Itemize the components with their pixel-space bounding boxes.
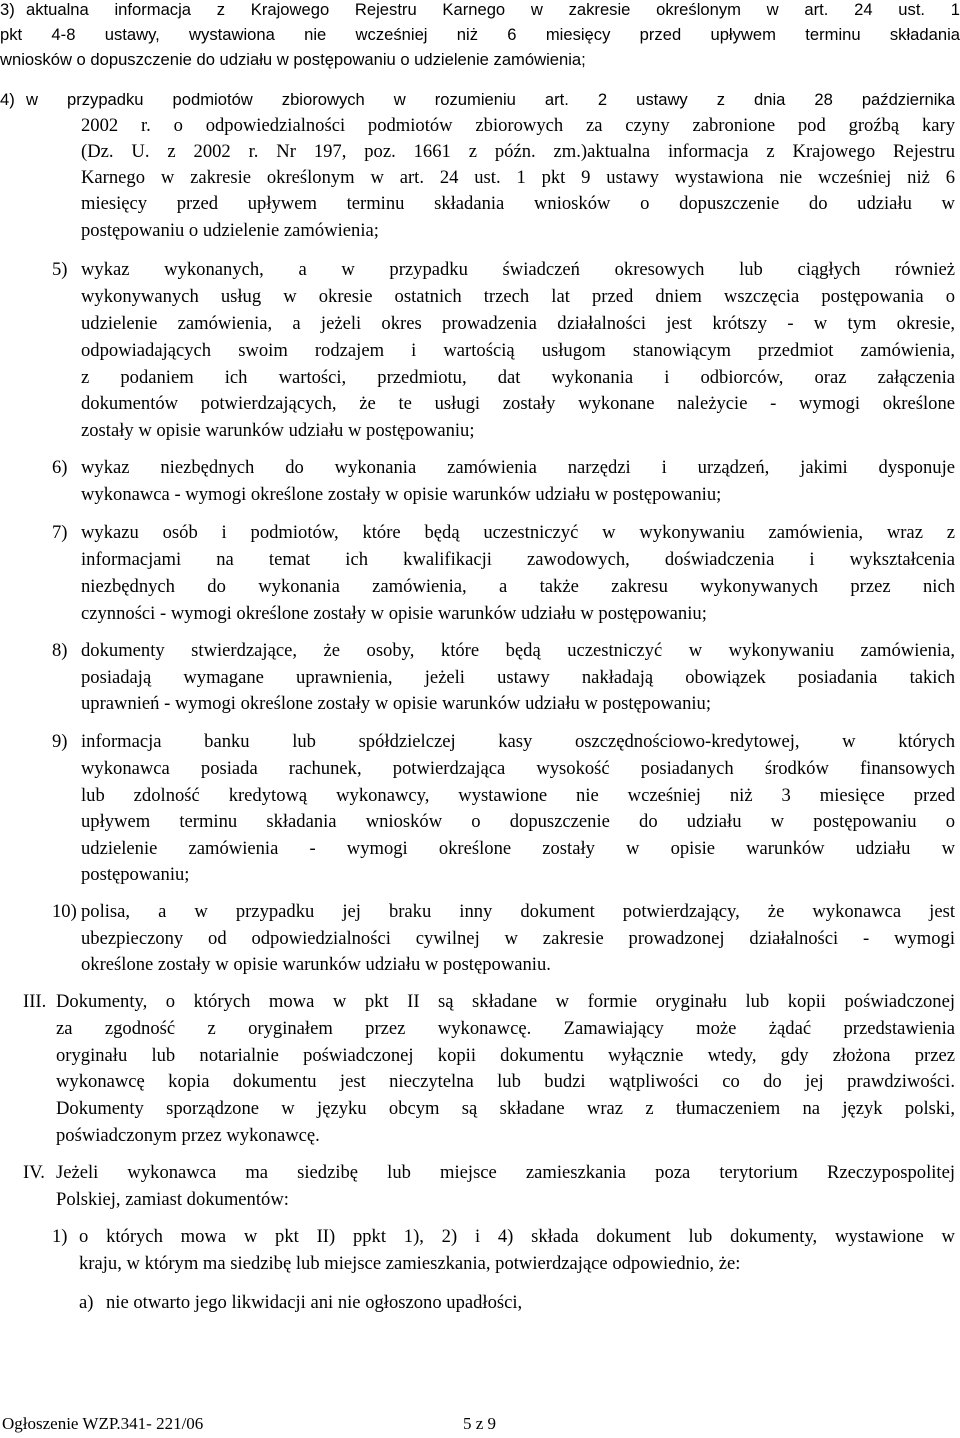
item-text-line: wykonawca posiada rachunek, potwierdzająca wysokość posiadanych środków finansowych [81, 758, 955, 779]
item-text-line: niezbędnych do wykonania zamówienia, a także zakresu wykonywanych przez nich [81, 576, 955, 597]
section-text-line: wykonawcę kopia dokumentu jest nieczytelna lub budzi wątpliwości co do jej prawdziwości. [56, 1071, 955, 1092]
item-text-line: pkt 4-8 ustawy, wystawiona nie wcześniej niż 6 miesięcy przed upływem terminu składania [0, 25, 960, 44]
section-number: III. [23, 991, 47, 1012]
sub-sub-item-text: nie otwarto jego likwidacji ani nie ogłoszono upadłości, [106, 1292, 523, 1313]
item-number: 10) [52, 901, 77, 922]
item-text-line: wniosków o dopuszczenie do udziału w postępowaniu o udzielenie zamówienia; [0, 50, 586, 69]
item-text-line: (Dz. U. z 2002 r. Nr 197, poz. 1661 z późn. zm.)aktualna informacja z Krajowego Rejestru [81, 141, 955, 162]
item-number: 7) [52, 522, 68, 543]
item-text-line: aktualna informacja z Krajowego Rejestru Karnego w zakresie określonym w art. 24 ust. 1 [26, 0, 960, 19]
section-text-line: Polskiej, zamiast dokumentów: [56, 1189, 289, 1210]
sub-sub-item-number: a) [79, 1292, 94, 1313]
item-text-line: czynności - wymogi określone zostały w opisie warunków udziału w postępowaniu; [81, 603, 707, 624]
item-text-line: udzielenie zamówienia - wymogi określone zostały w opisie warunków udziału w [81, 838, 955, 859]
item-number: 4) [0, 90, 15, 109]
sub-item-text-line: o których mowa w pkt II) ppkt 1), 2) i 4) składa dokument lub dokumenty, wystawione w [79, 1226, 955, 1247]
item-number: 9) [52, 731, 68, 752]
item-text-line: postępowaniu; [81, 864, 190, 885]
item-text-line: wykaz niezbędnych do wykonania zamówienia narzędzi i urządzeń, jakimi dysponuje [81, 457, 955, 478]
section-number: IV. [23, 1162, 45, 1183]
item-text-line: miesięcy przed upływem terminu składania wniosków o dopuszczenie do udziału w [81, 193, 955, 214]
item-text-line: w przypadku podmiotów zbiorowych w rozumieniu art. 2 ustawy z dnia 28 października [26, 90, 955, 109]
item-text-line: udzielenie zamówienia, a jeżeli okres prowadzenia działalności jest krótszy - w tym okresie, [81, 313, 955, 334]
item-number: 6) [52, 457, 68, 478]
footer-document-reference: Ogłoszenie WZP.341- 221/06 [2, 1414, 204, 1433]
sub-item-number: 1) [52, 1226, 68, 1247]
item-text-line: ubezpieczony od odpowiedzialności cywilnej w zakresie prowadzonej działalności - wymogi [81, 928, 955, 949]
item-text-line: wykonywanych usług w okresie ostatnich trzech lat przed dniem wszczęcia postępowania o [81, 286, 955, 307]
section-text-line: Dokumenty, o których mowa w pkt II są składane w formie oryginału lub kopii poświadczonej [56, 991, 955, 1012]
item-number: 8) [52, 640, 68, 661]
item-text-line: lub zdolność kredytową wykonawcy, wystawione nie wcześniej niż 3 miesięce przed [81, 785, 955, 806]
footer-page-number: 5 z 9 [463, 1414, 497, 1433]
section-text-line: Dokumenty sporządzone w języku obcym są składane wraz z tłumaczeniem na język polski, [56, 1098, 955, 1119]
section-text-line: poświadczonym przez wykonawcę. [56, 1125, 320, 1146]
section-text-line: za zgodność z oryginałem przez wykonawcę. Zamawiający może żądać przedstawienia [56, 1018, 955, 1039]
item-text-line: informacja banku lub spółdzielczej kasy oszczędnościowo-kredytowej, w których [81, 731, 955, 752]
item-text-line: wykazu osób i podmiotów, które będą uczestniczyć w wykonywaniu zamówienia, wraz z [81, 522, 955, 543]
section-text-line: Jeżeli wykonawca ma siedzibę lub miejsce zamieszkania poza terytorium Rzeczypospolitej [56, 1162, 955, 1183]
item-text-line: upływem terminu składania wniosków o dopuszczenie do udziału w postępowaniu o [81, 811, 955, 832]
item-number: 5) [52, 259, 68, 280]
item-text-line: polisa, a w przypadku jej braku inny dokument potwierdzający, że wykonawca jest [81, 901, 955, 922]
item-text-line: wykaz wykonanych, a w przypadku świadczeń okresowych lub ciągłych również [81, 259, 955, 280]
item-text-line: postępowaniu o udzielenie zamówienia; [81, 220, 379, 241]
item-text-line: wykonawca - wymogi określone zostały w opisie warunków udziału w postępowaniu; [81, 484, 722, 505]
section-text-line: oryginału lub notarialnie poświadczonej kopii dokumentu wyłącznie wtedy, gdy złożona przez [56, 1045, 955, 1066]
item-number: 3) [0, 0, 15, 19]
item-text-line: dokumentów potwierdzających, że te usługi zostały wykonane należycie - wymogi określone [81, 393, 955, 414]
item-text-line: dokumenty stwierdzające, że osoby, które będą uczestniczyć w wykonywaniu zamówienia, [81, 640, 955, 661]
item-text-line: określone zostały w opisie warunków udziału w postępowaniu. [81, 954, 551, 975]
item-text-line: uprawnień - wymogi określone zostały w opisie warunków udziału w postępowaniu; [81, 693, 711, 714]
item-text-line: z podaniem ich wartości, przedmiotu, dat wykonania i odbiorców, oraz załączenia [81, 367, 955, 388]
sub-item-text-line: kraju, w którym ma siedzibę lub miejsce zamieszkania, potwierdzające odpowiednio, że: [79, 1253, 741, 1274]
item-text-line: zostały w opisie warunków udziału w postępowaniu; [81, 420, 475, 441]
item-text-line: Karnego w zakresie określonym w art. 24 ust. 1 pkt 9 ustawy wystawiona nie wcześniej niż 6 [81, 167, 955, 188]
item-text-line: informacjami na temat ich kwalifikacji zawodowych, doświadczenia i wykształcenia [81, 549, 955, 570]
item-text-line: 2002 r. o odpowiedzialności podmiotów zbiorowych za czyny zabronione pod groźbą kary [81, 115, 955, 136]
item-text-line: posiadają wymagane uprawnienia, jeżeli ustawy nakładają obowiązek posiadania takich [81, 667, 955, 688]
item-text-line: odpowiadających swoim rodzajem i wartością usługom stanowiącym przedmiot zamówienia, [81, 340, 955, 361]
